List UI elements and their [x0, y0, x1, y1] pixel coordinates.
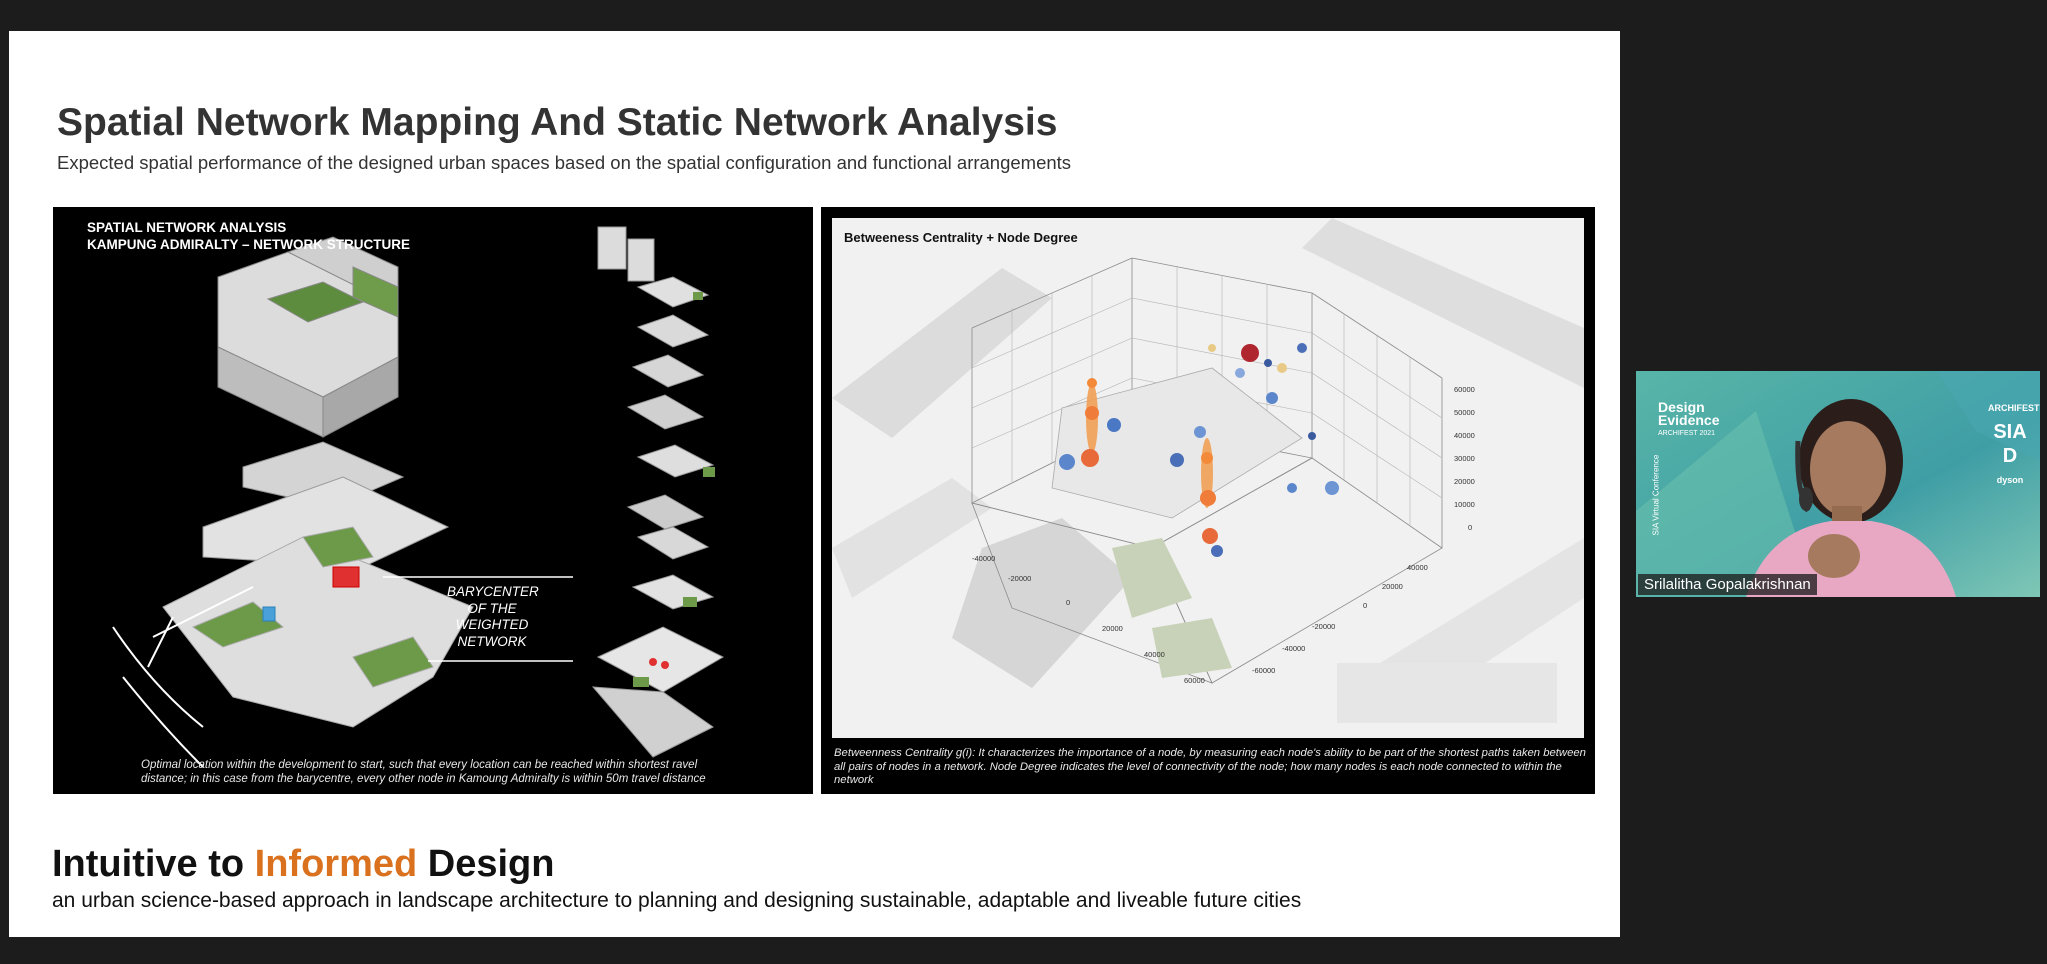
left-panel-caption: Optimal location within the development to start, such that every location can be reached within shortest ravel distance; in this case from the barycentre, every other node in Kamoung Admiralty is within 50m travel distance — [141, 759, 706, 785]
participant-name-label: Srilalitha Gopalakrishnan — [1638, 574, 1817, 595]
slide-title: Spatial Network Mapping And Static Network Analysis — [57, 101, 1058, 144]
y-tick: -20000 — [1312, 622, 1336, 631]
y-tick: -40000 — [1282, 644, 1306, 653]
barycenter-label: BARYCENTER OF THE WEIGHTED NETWORK — [447, 584, 539, 649]
sponsor-d: D — [2002, 445, 2018, 467]
network-structure-panel — [53, 207, 813, 794]
x-tick: 20000 — [1102, 624, 1123, 633]
y-tick: 40000 — [1407, 563, 1428, 572]
z-tick: 30000 — [1454, 454, 1475, 463]
participant-video-tile[interactable] — [1636, 371, 2040, 597]
sponsor-dyson: dyson — [1996, 475, 2024, 485]
slide-subtitle: Expected spatial performance of the designed urban spaces based on the spatial configuration and functional arrangements — [57, 152, 1072, 173]
design-evidence-logo — [1658, 401, 1719, 440]
x-tick: -20000 — [1008, 574, 1032, 583]
y-tick: 20000 — [1382, 582, 1403, 591]
presentation-slide — [9, 31, 1620, 937]
right-panel-caption: Betweenness Centrality g(i): It characterizes the importance of a node, by measuring each node's ability to be part of the shortest paths taken between all pairs of nodes in a network. Node Degree indicates the level of connectivity of the node; how many nodes is each node connected to within the network — [834, 747, 1586, 786]
logo-line2: Evidence — [1658, 412, 1720, 428]
x-tick: 40000 — [1144, 650, 1165, 659]
sponsor-archifest: ARCHIFEST — [1988, 403, 2040, 413]
logo-line3: ARCHIFEST 2021 — [1658, 430, 1716, 437]
sponsor-logos — [1988, 396, 2040, 492]
z-tick: 10000 — [1454, 500, 1475, 509]
logo-line1: Design — [1658, 399, 1705, 415]
isometric-building-illustration — [53, 207, 813, 794]
z-tick: 50000 — [1454, 408, 1475, 417]
bottom-subtitle: an urban science-based approach in landscape architecture to planning and designing sustainable, adaptable and liveable future cities — [52, 889, 1302, 912]
z-tick: 40000 — [1454, 431, 1475, 440]
left-panel-title-line1: SPATIAL NETWORK ANALYSIS — [87, 220, 287, 235]
x-tick: 0 — [1066, 598, 1071, 607]
left-panel-title-line2: KAMPUNG ADMIRALTY – NETWORK STRUCTURE — [87, 237, 410, 252]
conference-vertical-text: SIA Virtual Conference — [1651, 454, 1661, 536]
bottom-title-part2: Design — [417, 843, 555, 885]
bottom-title-highlight: Informed — [254, 843, 418, 885]
bottom-title-part1: Intuitive to — [52, 843, 255, 885]
x-tick: 60000 — [1184, 676, 1205, 685]
bottom-title — [52, 843, 554, 886]
right-panel-title: Betweeness Centrality + Node Degree — [844, 230, 1078, 245]
sponsor-sia: SIA — [1993, 421, 2027, 443]
y-tick: -60000 — [1252, 666, 1276, 675]
x-tick: -40000 — [972, 554, 996, 563]
z-tick: 0 — [1468, 523, 1473, 532]
y-tick: 0 — [1363, 601, 1368, 610]
z-tick: 20000 — [1454, 477, 1475, 486]
betweenness-centrality-panel — [821, 207, 1595, 794]
centrality-plot — [832, 218, 1584, 738]
z-tick: 60000 — [1454, 385, 1475, 394]
left-panel-title — [87, 219, 410, 253]
